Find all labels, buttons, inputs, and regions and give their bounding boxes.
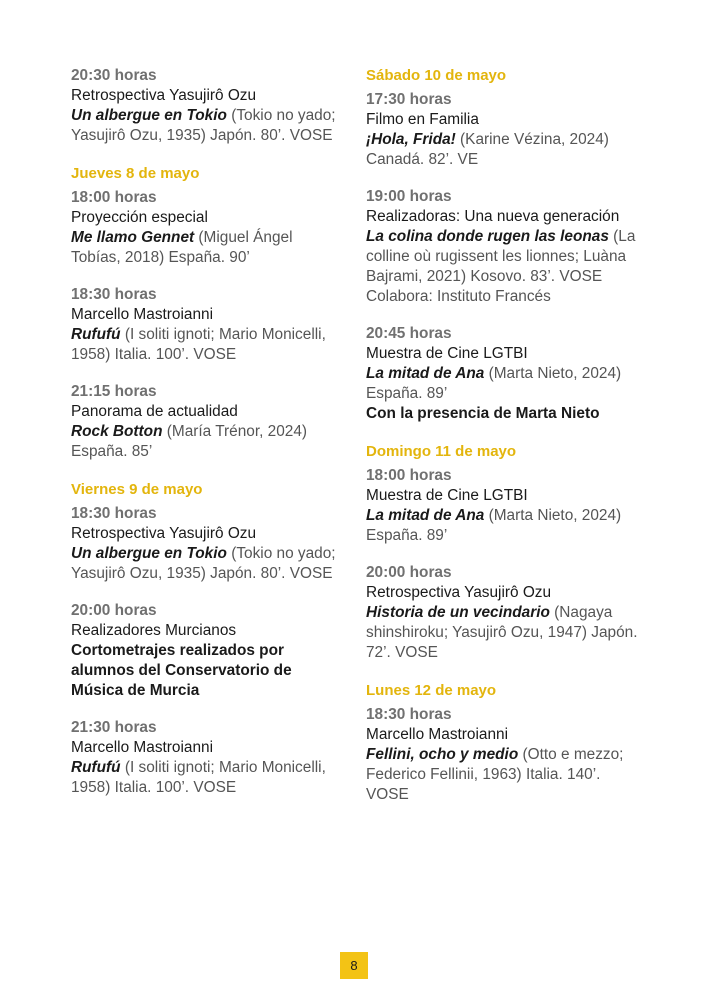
event-category: Realizadoras: Una nueva generación: [366, 208, 620, 225]
event-category: Filmo en Familia: [366, 111, 479, 128]
event-description: [71, 228, 341, 268]
event-note: Colabora: Instituto Francés: [366, 288, 551, 305]
event-time: 18:30 horas: [71, 286, 157, 303]
film-details: (Marta Nieto, 2024) España. 89’: [366, 365, 622, 402]
event-time: 21:30 horas: [71, 719, 157, 736]
event-description: [71, 544, 341, 584]
left-days: [71, 164, 341, 798]
event-description: [366, 130, 646, 170]
film-title: Rock Botton: [71, 423, 163, 440]
film-details: (La colline où rugissent les lionnes; Luàna Bajrami, 2021) Kosovo. 83’. VOSE: [366, 228, 636, 285]
film-details: (I soliti ignoti; Mario Monicelli, 1958) Italia. 100’. VOSE: [71, 759, 326, 796]
film-title: La mitad de Ana: [366, 365, 485, 382]
film-details: (Marta Nieto, 2024) España. 89’: [366, 507, 622, 544]
event-description: [71, 106, 341, 146]
film-details: (Nagaya shinshiroku; Yasujirô Ozu, 1947) Japón. 72’. VOSE: [366, 604, 638, 661]
film-title: Me llamo Gennet: [71, 229, 195, 246]
event-description: [366, 603, 646, 663]
film-title: Fellini, ocho y medio: [366, 746, 519, 763]
event-time: 21:15 horas: [71, 383, 157, 400]
event-category: Panorama de actualidad: [71, 403, 238, 420]
film-title: Rufufú: [71, 759, 121, 776]
left-column: [71, 66, 341, 815]
right-days: [366, 66, 646, 805]
event-category: Retrospectiva Yasujirô Ozu: [71, 87, 257, 104]
event-time: 20:00 horas: [71, 602, 157, 619]
event-item: [366, 705, 646, 805]
event-item: [71, 718, 341, 798]
event-category: Retrospectiva Yasujirô Ozu: [71, 525, 257, 542]
right-column: [366, 66, 646, 822]
film-details: (Miguel Ángel Tobías, 2018) España. 90’: [71, 229, 293, 266]
event-category: Realizadores Murcianos: [71, 622, 237, 639]
day-heading: Viernes 9 de mayo: [71, 481, 203, 498]
event-item: [71, 382, 341, 462]
film-title: La colina donde rugen las leonas: [366, 228, 609, 245]
event-description: [366, 506, 646, 546]
event-description: [71, 325, 341, 365]
day-heading: Lunes 12 de mayo: [366, 682, 497, 699]
event-time: 18:00 horas: [71, 189, 157, 206]
left-pre-events: [71, 66, 341, 146]
film-details: (Tokio no yado; Yasujirô Ozu, 1935) Japón. 80’. VOSE: [71, 545, 336, 582]
event-time: 18:00 horas: [366, 467, 452, 484]
event-description: [71, 422, 341, 462]
day-heading: Sábado 10 de mayo: [366, 67, 507, 84]
page-number: 8: [340, 952, 368, 979]
event-category: Muestra de Cine LGTBI: [366, 487, 528, 504]
film-title: Rufufú: [71, 326, 121, 343]
event-time: 18:30 horas: [71, 505, 157, 522]
event-time: 18:30 horas: [366, 706, 452, 723]
event-time: 20:30 horas: [71, 67, 157, 84]
event-category: Muestra de Cine LGTBI: [366, 345, 528, 362]
film-details: (Otto e mezzo; Federico Fellinii, 1963) Italia. 140’. VOSE: [366, 746, 624, 803]
film-details: (María Trénor, 2024) España. 85’: [71, 423, 308, 460]
event-time: 20:00 horas: [366, 564, 452, 581]
event-category: Retrospectiva Yasujirô Ozu: [366, 584, 552, 601]
event-extra: Con la presencia de Marta Nieto: [366, 405, 600, 422]
event-item: [71, 188, 341, 268]
film-details: (Karine Vézina, 2024) Canadá. 82’. VE: [366, 131, 609, 168]
event-description: [71, 758, 341, 798]
event-category: Marcello Mastroianni: [366, 726, 508, 743]
film-title: Un albergue en Tokio: [71, 107, 227, 124]
event-time: 17:30 horas: [366, 91, 452, 108]
event-category: Marcello Mastroianni: [71, 739, 213, 756]
event-description: [366, 364, 646, 404]
event-item: [71, 285, 341, 365]
day-heading: Domingo 11 de mayo: [366, 443, 517, 460]
event-time: 19:00 horas: [366, 188, 452, 205]
event-time: 20:45 horas: [366, 325, 452, 342]
event-description: [366, 745, 646, 805]
event-description: [366, 227, 646, 287]
event-extra: Cortometrajes realizados por alumnos del Conservatorio de Música de Murcia: [71, 642, 292, 699]
film-title: ¡Hola, Frida!: [366, 131, 456, 148]
film-details: (I soliti ignoti; Mario Monicelli, 1958) Italia. 100’. VOSE: [71, 326, 326, 363]
film-title: Historia de un vecindario: [366, 604, 550, 621]
event-item: [366, 90, 646, 170]
film-details: (Tokio no yado; Yasujirô Ozu, 1935) Japón. 80’. VOSE: [71, 107, 336, 144]
film-title: Un albergue en Tokio: [71, 545, 227, 562]
event-item: [366, 187, 646, 307]
day-heading: Jueves 8 de mayo: [71, 165, 200, 182]
film-title: La mitad de Ana: [366, 507, 485, 524]
event-item: [71, 66, 341, 146]
event-item: [71, 601, 341, 701]
event-category: Marcello Mastroianni: [71, 306, 213, 323]
event-item: [366, 563, 646, 663]
event-item: [366, 466, 646, 546]
event-category: Proyección especial: [71, 209, 208, 226]
event-item: [71, 504, 341, 584]
event-item: [366, 324, 646, 424]
